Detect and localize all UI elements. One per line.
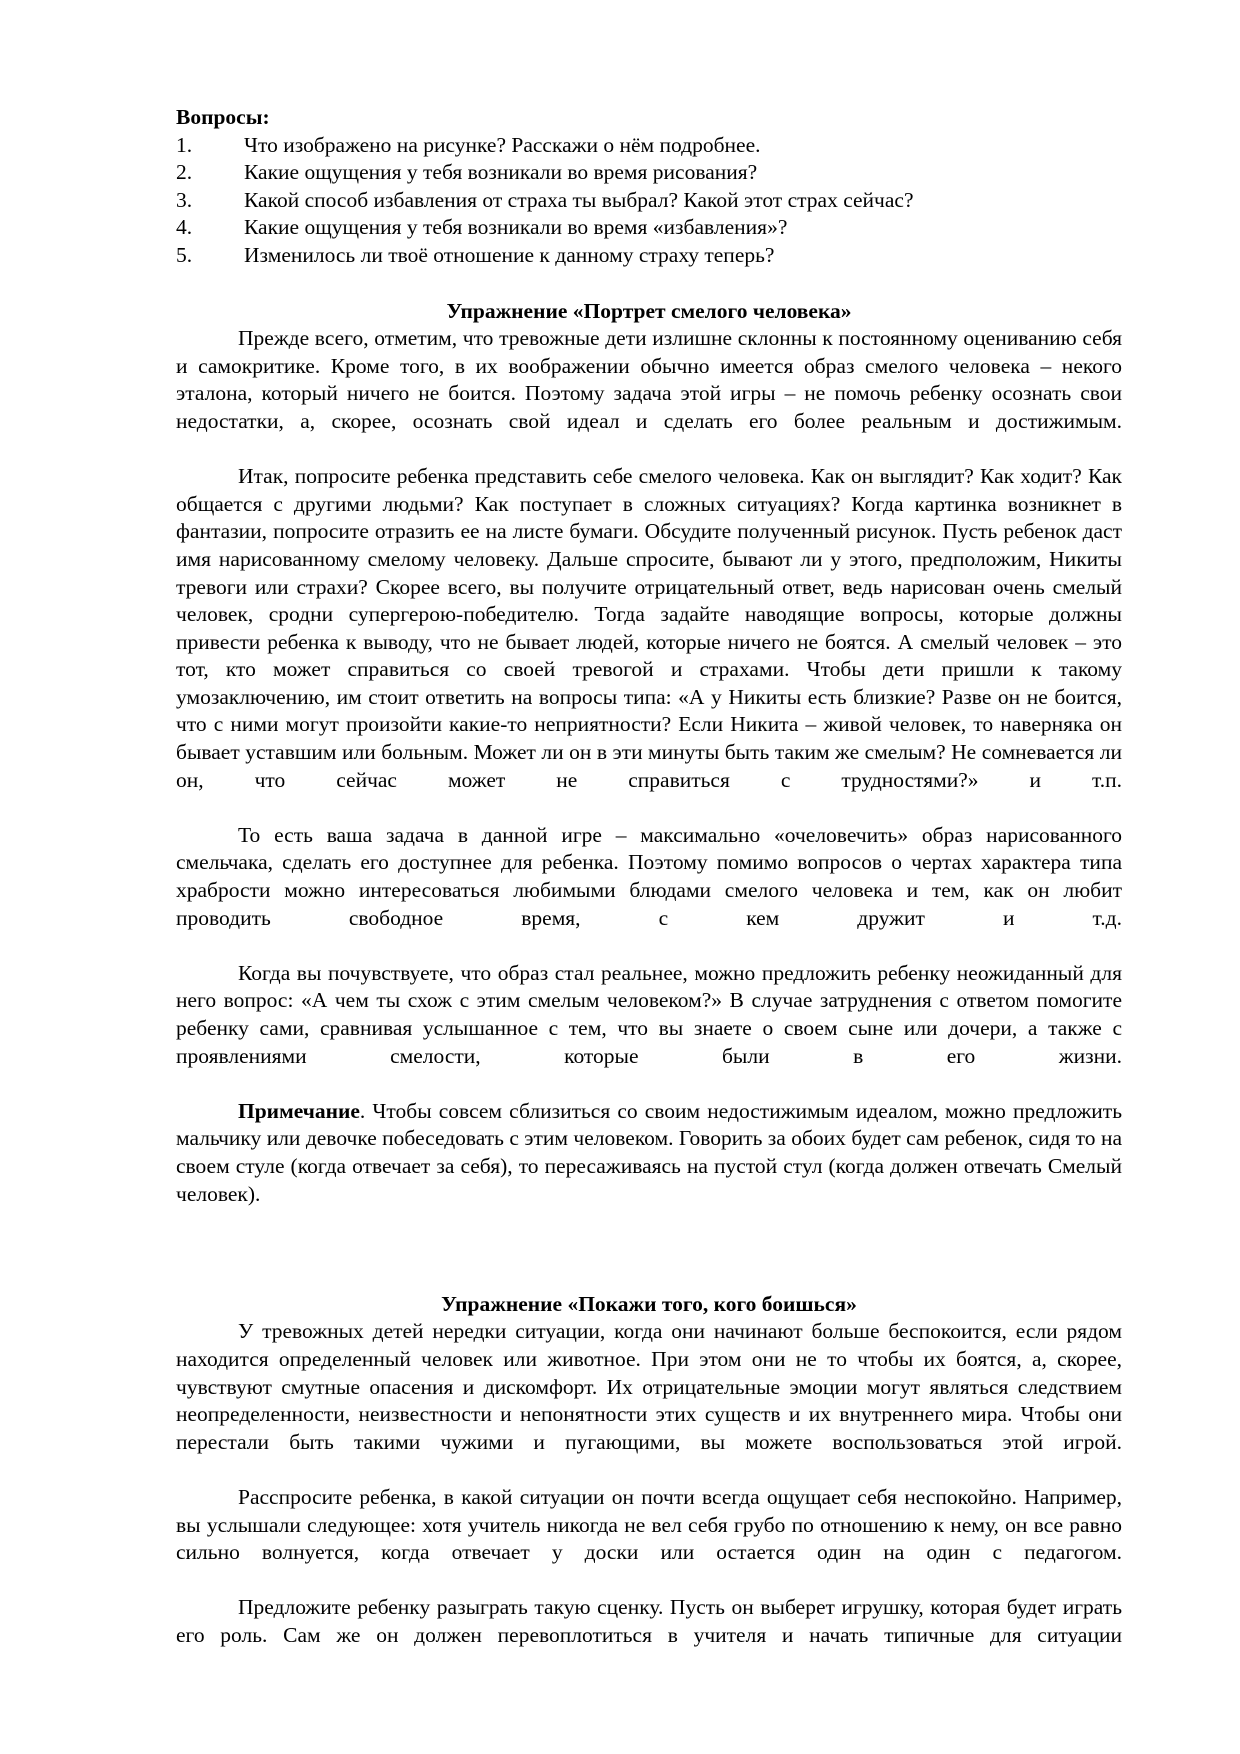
question-item (176, 214, 1122, 242)
section-show-who-you-fear (176, 1291, 1122, 1677)
note-paragraph (176, 1098, 1122, 1236)
question-number: 5. (176, 242, 193, 267)
question-text: Какие ощущения у тебя возникали во время «избавления»? (244, 215, 788, 240)
questions-title: Вопросы: (176, 105, 270, 129)
question-number: 4. (176, 215, 193, 240)
questions-block (176, 104, 1122, 270)
paragraph: У тревожных детей нередки ситуации, когда они начинают больше беспокоится, если рядом находится определенный человек или животное. При этом они не то чтобы их боятся, а, скорее, чувствуют смутные опасения и дискомфорт. Их отрицательные эмоции могут являться следствием неопределенности, неизвестности и непонятности этих существ и их внутреннего мира. Чтобы они перестали быть такими чужими и пугающими, вы можете воспользоваться этой игрой. (176, 1319, 1122, 1454)
section-one-heading: Упражнение «Портрет смелого человека» (446, 298, 852, 323)
question-text: Какие ощущения у тебя возникали во время рисования? (244, 160, 758, 185)
question-text: Какой способ избавления от страха ты выбрал? Какой этот страх сейчас? (244, 187, 914, 212)
question-text: Изменилось ли твоё отношение к данному страху теперь? (244, 242, 775, 267)
question-number: 2. (176, 160, 193, 185)
questions-list (176, 132, 1122, 270)
question-text: Что изображено на рисунке? Расскажи о нём подробнее. (244, 132, 761, 157)
question-item (176, 132, 1122, 160)
document-body (176, 104, 1122, 1677)
note-text: . Чтобы совсем сблизиться со своим недостижимым идеалом, можно предложить мальчику или девочке побеседовать с этим человеком. Говорить за обоих будет сам ребенок, сидя то на своем стуле (когда отвечает за себя), то пересаживаясь на пустой стул (когда должен отвечать Смелый человек). (176, 1098, 1122, 1206)
question-item (176, 159, 1122, 187)
question-item (176, 187, 1122, 215)
question-number: 1. (176, 132, 193, 157)
section-two-heading: Упражнение «Покажи того, кого боишься» (441, 1291, 857, 1316)
paragraph: Когда вы почувствуете, что образ стал реальнее, можно предложить ребенку неожиданный для него вопрос: «А чем ты схож с этим смелым человеком?» В случае затруднения с ответом помогите ребенку сами, сравнивая услышанное с тем, что вы знаете о своем сыне или дочери, а также с проявлениями смелости, которые были в его жизни. (176, 960, 1122, 1068)
paragraph: Прежде всего, отметим, что тревожные дети излишне склонны к постоянному оцениванию себя и самокритике. Кроме того, в их воображении обычно имеется образ смелого человека – некого эталона, который ничего не боится. Поэтому задача этой игры – не помочь ребенку осознать свои недостатки, а, скорее, осознать свой идеал и сделать его более реальным и достижимым. (176, 326, 1122, 433)
note-label: Примечание (238, 1098, 360, 1123)
block-spacer (176, 1236, 1122, 1291)
paragraph: То есть ваша задача в данной игре – максимально «очеловечить» образ нарисованного смельчака, сделать его доступнее для ребенка. Поэтому помимо вопросов о чертах характера типа храбрости можно интересоваться любимыми блюдами смелого человека и тем, как он любит проводить свободное время, с кем дружит и т.д. (176, 822, 1122, 930)
question-number: 3. (176, 187, 193, 212)
question-item (176, 242, 1122, 270)
paragraph: Итак, попросите ребенка представить себе смелого человека. Как он выглядит? Как ходит? Как общается с другими людьми? Как поступает в сложных ситуациях? Когда картинка возникнет в фантазии, попросите отразить ее на листе бумаги. Обсудите полученный рисунок. Пусть ребенок даст имя нарисованному смелому человеку. Дальше спросите, бывают ли у этого, предположим, Никиты тревоги или страхи? Скорее всего, вы получите отрицательный ответ, ведь нарисован очень смелый человек, сродни супергерою-победителю. Тогда задайте наводящие вопросы, которые должны привести ребенка к выводу, что не бывает людей, которые ничего не боятся. А смелый человек – это тот, кто может справиться со своей тревогой и страхами. Чтобы дети пришли к такому умозаключению, им стоит ответить на вопросы типа: «А у Никиты есть близкие? Разве он не боится, что с ними могут произойти какие-то неприятности? Если Никита – живой человек, то наверняка он бывает уставшим или больным. Может ли он в эти минуты быть таким же смелым? Не сомневается ли он, что сейчас может не справиться с трудностями?» и т.п. (176, 464, 1122, 792)
paragraph: Расспросите ребенка, в какой ситуации он почти всегда ощущает себя неспокойно. Например, вы услышали следующее: хотя учитель никогда не вел себя грубо по отношению к нему, он все равно сильно волнуется, когда отвечает у доски или остается один на один с педагогом. (176, 1484, 1122, 1565)
section-portrait-of-brave-person (176, 298, 1122, 1236)
block-spacer (176, 270, 1122, 298)
paragraph: Предложите ребенку разыграть такую сценку. Пусть он выберет игрушку, которая будет играть его роль. Сам же он должен перевоплотиться в учителя и начать типичные для ситуации (176, 1595, 1122, 1647)
